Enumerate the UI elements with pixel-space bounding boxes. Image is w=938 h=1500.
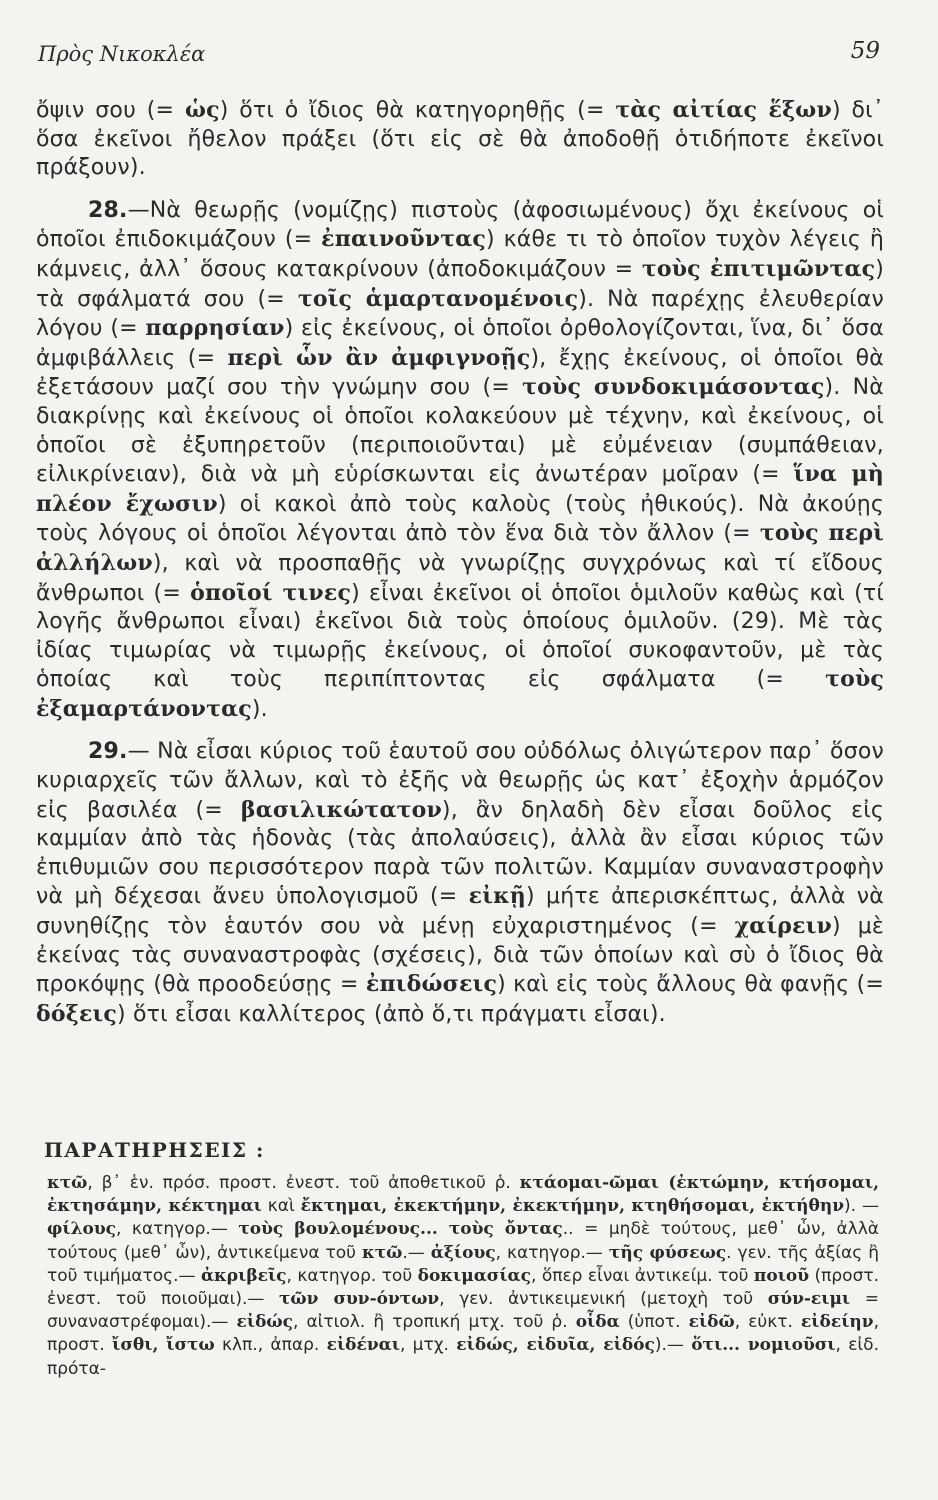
page-number: 59 bbox=[850, 38, 880, 64]
note-term: ἔκτημαι, ἐκεκτήμην, ἐκεκτήμην, κτηθήσομαι, ἐκτήθην bbox=[300, 1196, 845, 1217]
note-term: εἰδέναι bbox=[326, 1335, 400, 1356]
note-term: τοὺς βουλομένους... τοὺς ὄντας bbox=[238, 1219, 563, 1240]
note-term: κτῶ bbox=[47, 1173, 88, 1193]
note-run: κλπ., ἀπαρ. bbox=[214, 1335, 327, 1356]
note-run: , μτχ. bbox=[399, 1335, 457, 1356]
note-run: , προστ. bbox=[47, 1312, 879, 1356]
note-run: , εὐκτ. bbox=[734, 1312, 801, 1333]
note-term: τῶν συν-όντων bbox=[278, 1289, 440, 1310]
note-run: . γεν. τῆς ἀξίας ἢ τοῦ τιμήματος.— bbox=[47, 1242, 879, 1286]
greek-term: ὡς bbox=[184, 97, 220, 123]
greek-term: τοῖς ἁμαρτανομένοις bbox=[297, 285, 579, 312]
text-run: ) τὰ σφάλματά σου (= bbox=[36, 256, 884, 312]
text-run: — Νὰ εἶσαι κύριος τοῦ ἑαυτοῦ σου οὐδόλως ὀλιγώτερον παρ᾽ ὅσον κυριαρχεῖς τῶν ἄλλων, καὶ τὸ ἐξῆς νὰ θεωρῇς ὡς κατ᾽ ἐξοχὴν ἁρμόζον εἰς βασιλέα (= bbox=[36, 739, 884, 823]
note-term: εἰδῶ bbox=[688, 1312, 735, 1333]
note-run: ). — bbox=[844, 1196, 879, 1217]
text-run: —Νὰ θεωρῇς (νομίζῃς) πιστοὺς (ἀφοσιωμένους) ὄχι ἐκείνους οἱ ὁποῖοι ἐπιδοκιμάζουν (= bbox=[36, 197, 884, 253]
section-number: 29. bbox=[88, 739, 128, 765]
text-run: ) μήτε ἀπερισκέπτως, ἀλλὰ νὰ συνηθίζῃς τὸν ἑαυτόν σου νὰ μένῃ εὐχαριστημένος (= bbox=[36, 884, 884, 940]
text-run: ). Νὰ διακρίνῃς καὶ ἐκείνους οἱ ὁποῖοι κολακεύουν μὲ τέχνην, καὶ ἐκείνους, οἱ ὁποῖοι σὲ ἐξυπηρετοῦν (περιποιοῦνται) μὲ εὐμένειαν (συμπάθειαν, εἰλικρίνειαν), διὰ νὰ μὴ εὑρίσκωνται εἰς ἀνωτέραν μοῖραν (= bbox=[36, 375, 885, 488]
greek-term: δόξεις bbox=[36, 1000, 117, 1027]
greek-term: τοὺς περὶ ἀλλήλων bbox=[36, 520, 884, 576]
text-run: ) εἶναι ἐκεῖνοι οἱ ὁποῖοι ὁμιλοῦν καθὼς καὶ (τί λογῆς ἄνθρωποι εἶναι) ἐκεῖνοι διὰ τοὺς ὁποίους ὁμιλοῦν. (29). Μὲ τὰς ἰδίας τιμωρίας νὰ τιμωρῇς ἐκείνους, οἱ ὁποῖοί συκοφαντοῦν, μὲ τὰς ὁποίας καὶ τοὺς περιπίπτοντας εἰς σφάλματα (= bbox=[36, 580, 884, 693]
note-run: , κατηγορ. τοῦ bbox=[286, 1265, 418, 1286]
section-number: 28. bbox=[88, 197, 128, 223]
note-run: .. = μηδὲ τούτους, μεθ᾽ ὧν, ἀλλὰ τούτους (μεθ᾽ ὧν), ἀντικείμενα τοῦ bbox=[47, 1219, 879, 1263]
greek-term: ἐπαινοῦντας bbox=[321, 226, 486, 253]
text-run: ὄψιν σου (= bbox=[36, 98, 185, 123]
notes-text bbox=[47, 1172, 879, 1381]
note-term: κτάομαι-ῶμαι (ἐκτώμην, κτήσομαι, ἐκτησάμην, κέκτημαι bbox=[47, 1173, 879, 1217]
note-term: εἰδείην bbox=[800, 1312, 874, 1333]
text-run: ) μὲ ἐκείνας τὰς συναναστροφὰς (σχέσεις), διὰ τῶν ὁποίων καὶ σὺ ὁ ἴδιος θὰ προκόψῃς (θὰ προοδεύσῃς = bbox=[36, 914, 885, 998]
greek-term: ἵνα μὴ πλέον ἔχωσιν bbox=[36, 461, 884, 517]
note-run: .— bbox=[402, 1242, 431, 1263]
text-run: ) καὶ εἰς τοὺς ἄλλους θὰ φανῇς (= bbox=[497, 972, 884, 998]
greek-term: τὰς αἰτίας ἕξων bbox=[615, 97, 832, 123]
note-run: (προστ. ἐνεστ. τοῦ ποιοῦμαι).— bbox=[47, 1265, 879, 1310]
greek-term: τοὺς ἐπιτιμῶντας bbox=[641, 255, 876, 282]
notes-heading: ΠΑΡΑΤΗΡΗΣΕΙΣ : bbox=[44, 1138, 265, 1162]
paragraph-continuation bbox=[36, 96, 884, 183]
greek-term: ὁποῖοί τινες bbox=[190, 579, 352, 606]
greek-term: ἐπιδώσεις bbox=[365, 971, 498, 998]
note-run: καὶ bbox=[261, 1196, 301, 1217]
note-term: φίλους bbox=[47, 1219, 117, 1240]
note-run: (ὑποτ. bbox=[619, 1312, 689, 1333]
note-run: , β᾽ ἑν. πρόσ. προστ. ἐνεστ. τοῦ ἀποθετικοῦ ῥ. bbox=[87, 1173, 520, 1193]
greek-term: περὶ ὧν ἂν ἀμφιγνοῇς bbox=[227, 344, 531, 371]
text-run: ), ἔχῃς ἐκείνους, οἱ ὁποῖοι θὰ ἐξετάσουν μαζί σου τὴν γνώμην σου (= bbox=[36, 345, 884, 401]
greek-term: χαίρειν bbox=[734, 913, 833, 940]
note-term: εἰδώς bbox=[236, 1312, 293, 1333]
note-run: , εἰδ. πρότα- bbox=[47, 1335, 879, 1379]
note-term: τῆς φύσεως bbox=[608, 1242, 727, 1263]
note-run: , γεν. ἀντικειμενική (μετοχὴ τοῦ bbox=[439, 1289, 768, 1310]
note-run: , ὅπερ εἶναι ἀντικείμ. τοῦ bbox=[530, 1265, 754, 1286]
paragraph-28 bbox=[36, 197, 884, 725]
text-run: ), ἂν δηλαδὴ δὲν εἶσαι δοῦλος εἰς καμμίαν ἀπὸ τὰς ἡδονὰς (τὰς ἀπολαύσεις), ἀλλὰ ἂν εἶσαι κύριος τῶν ἐπιθυμιῶν σου περισσότερον παρὰ τῶν πολιτῶν. Καμμίαν συναναστροφὴν νὰ μὴ δέχεσαι ἄνευ ὑπολογισμοῦ (= bbox=[36, 797, 884, 910]
text-run: ) δι᾽ ὅσα ἐκεῖνοι ἤθελον πράξει (ὅτι εἰς σὲ θὰ ἀποδοθῇ ὁτιδήποτε ἐκεῖνοι πράξουν). bbox=[36, 98, 884, 181]
text-run: ) οἱ κακοὶ ἀπὸ τοὺς καλοὺς (τοὺς ἠθικούς). Νὰ ἀκούῃς τοὺς λόγους οἱ ὁποῖοι λέγονται ἀπὸ τὸν ἕνα διὰ τὸν ἄλλον (= bbox=[36, 491, 884, 547]
main-text bbox=[36, 96, 884, 1029]
note-term: οἶδα bbox=[575, 1312, 620, 1333]
page-header bbox=[38, 36, 880, 76]
note-run: , κατηγορ.— bbox=[116, 1219, 239, 1240]
note-term: κτῶ bbox=[361, 1242, 403, 1263]
greek-term: βασιλικώτατον bbox=[240, 796, 442, 823]
text-run: ) ὅτι ὁ ἴδιος θὰ κατηγορηθῇς (= bbox=[219, 98, 616, 123]
note-term: ὅτι... νομιοῦσι bbox=[691, 1335, 836, 1356]
note-term: σύν-ειμι bbox=[767, 1289, 851, 1310]
note-term: ἀξίους bbox=[430, 1242, 496, 1263]
note-run: = συναναστρέφομαι).— bbox=[47, 1289, 879, 1333]
text-run: ) κάθε τι τὸ ὁποῖον τυχὸν λέγεις ἢ κάμνεις, ἀλλ᾽ ὅσους κατακρίνουν (ἀποδοκιμάζουν = bbox=[36, 227, 884, 282]
text-run: ) εἰς ἐκείνους, οἱ ὁποῖοι ὀρθολογίζονται, ἵνα, δι᾽ ὅσα ἀμφιβάλλεις (= bbox=[36, 316, 884, 371]
note-run: ).— bbox=[654, 1335, 692, 1356]
note-run: , κατηγορ.— bbox=[495, 1242, 609, 1263]
running-title: Πρὸς Νικοκλέα bbox=[38, 42, 206, 66]
note-run: , αἰτιολ. ἢ τροπική μτχ. τοῦ ῥ. bbox=[292, 1312, 576, 1333]
text-run: ). Νὰ παρέχῃς ἐλευθερίαν λόγου (= bbox=[36, 286, 884, 342]
text-run: ). bbox=[251, 696, 268, 722]
note-term: ἴσθι, ἴστω bbox=[112, 1335, 215, 1356]
text-run: ), καὶ νὰ προσπαθῇς νὰ γνωρίζῃς συγχρόνως καὶ τί εἴδους ἄνθρωποι (= bbox=[36, 550, 884, 606]
note-term: ἀκριβεῖς bbox=[200, 1265, 287, 1286]
greek-term: τοὺς συνδοκιμάσοντας bbox=[522, 374, 825, 401]
greek-term: τοὺς ἐξαμαρτάνοντας bbox=[36, 666, 884, 722]
greek-term: παρρησίαν bbox=[145, 315, 285, 342]
note-term: εἰδώς, εἰδυῖα, εἰδός bbox=[456, 1335, 655, 1356]
paragraph-29 bbox=[36, 738, 884, 1029]
note-term: δοκιμασίας bbox=[417, 1265, 531, 1286]
text-run: ) ὅτι εἶσαι καλλίτερος (ἀπὸ ὅ,τι πράγματι εἶσαι). bbox=[117, 1001, 666, 1027]
greek-term: εἰκῇ bbox=[468, 883, 526, 910]
note-term: ποιοῦ bbox=[753, 1265, 810, 1286]
